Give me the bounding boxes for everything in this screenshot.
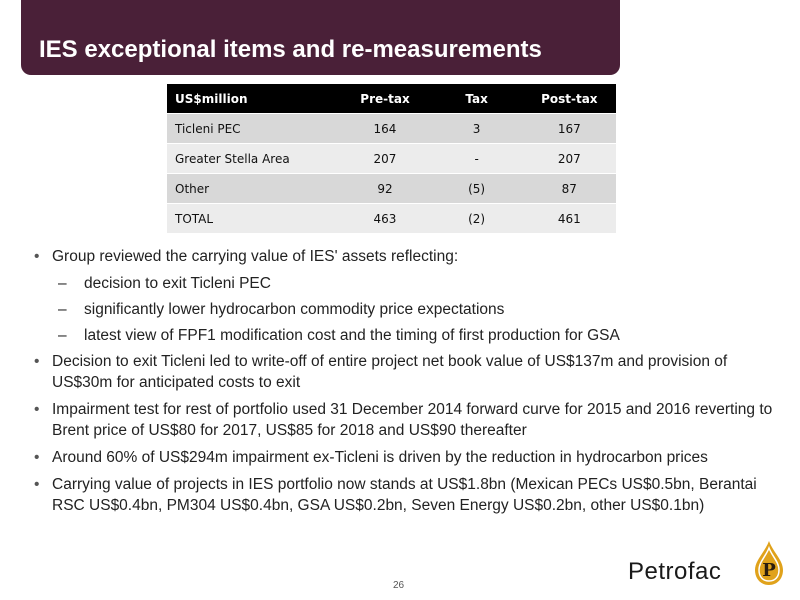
title-bar — [21, 0, 620, 75]
table-cell: 461 — [523, 204, 616, 234]
petrofac-drop-logo-icon — [752, 540, 786, 586]
bullet-dot-icon: • — [34, 401, 40, 418]
bullet-text: Impairment test for rest of portfolio used 31 December 2014 forward curve for 2015 and 2016 reverting to Brent price of US$80 for 2017, US$85 for 2018 and US$90 thereafter — [52, 401, 773, 439]
table-cell: 207 — [339, 144, 430, 174]
table-cell: (5) — [431, 174, 523, 204]
table-cell: (2) — [431, 204, 523, 234]
sub-bullet-item — [34, 325, 774, 346]
bullet-item — [34, 399, 774, 441]
table-cell: 207 — [523, 144, 616, 174]
logo-letter: P — [762, 560, 776, 581]
table-row — [167, 174, 616, 204]
table-cell: 463 — [339, 204, 430, 234]
brand-name: Petrofac — [628, 558, 722, 585]
table-cell: Ticleni PEC — [167, 114, 339, 144]
bullet-item — [34, 474, 774, 516]
table-row — [167, 144, 616, 174]
table-cell: 3 — [431, 114, 523, 144]
bullet-text: Carrying value of projects in IES portfolio now stands at US$1.8bn (Mexican PECs US$0.5bn, Berantai RSC US$0.4bn, PM304 US$0.4bn, GSA US$0.2bn, Seven Energy US$0.2bn, other US$0.1bn) — [52, 476, 757, 514]
bullet-item — [34, 246, 774, 267]
bullet-dot-icon: • — [34, 353, 40, 370]
table-cell: - — [431, 144, 523, 174]
table-cell: Greater Stella Area — [167, 144, 339, 174]
bullet-text: Decision to exit Ticleni led to write-off of entire project net book value of US$137m and provision of US$30m for anticipated costs to exit — [52, 353, 728, 391]
bullet-text: Around 60% of US$294m impairment ex-Ticleni is driven by the reduction in hydrocarbon prices — [52, 449, 708, 466]
table-row — [167, 114, 616, 144]
bullet-item — [34, 351, 774, 393]
dash-icon: – — [58, 327, 67, 344]
bullet-dot-icon: • — [34, 449, 40, 466]
table-cell: Other — [167, 174, 339, 204]
sub-bullet-text: decision to exit Ticleni PEC — [84, 275, 271, 292]
table-cell: TOTAL — [167, 204, 339, 234]
table-cell: 92 — [339, 174, 430, 204]
bullet-dot-icon: • — [34, 476, 40, 493]
dash-icon: – — [58, 301, 67, 318]
header-cell: Tax — [431, 84, 523, 114]
header-cell: US$million — [167, 84, 339, 114]
table-cell: 164 — [339, 114, 430, 144]
table-row — [167, 204, 616, 234]
bullet-text: Group reviewed the carrying value of IES' assets reflecting: — [52, 248, 459, 265]
sub-bullet-text: latest view of FPF1 modification cost and the timing of first production for GSA — [84, 327, 620, 344]
bullet-list — [34, 246, 774, 522]
dash-icon: – — [58, 275, 67, 292]
table-cell: 87 — [523, 174, 616, 204]
sub-bullet-item — [34, 299, 774, 320]
header-cell: Post-tax — [523, 84, 616, 114]
table-cell: 167 — [523, 114, 616, 144]
bullet-dot-icon: • — [34, 248, 40, 265]
exceptional-items-table — [167, 84, 616, 234]
bullet-item — [34, 447, 774, 468]
sub-bullet-item — [34, 273, 774, 294]
header-cell: Pre-tax — [339, 84, 430, 114]
slide-title: IES exceptional items and re-measurements — [39, 36, 542, 63]
page-number: 26 — [393, 580, 405, 591]
table-header-row — [167, 84, 616, 114]
sub-bullet-text: significantly lower hydrocarbon commodity price expectations — [84, 301, 505, 318]
